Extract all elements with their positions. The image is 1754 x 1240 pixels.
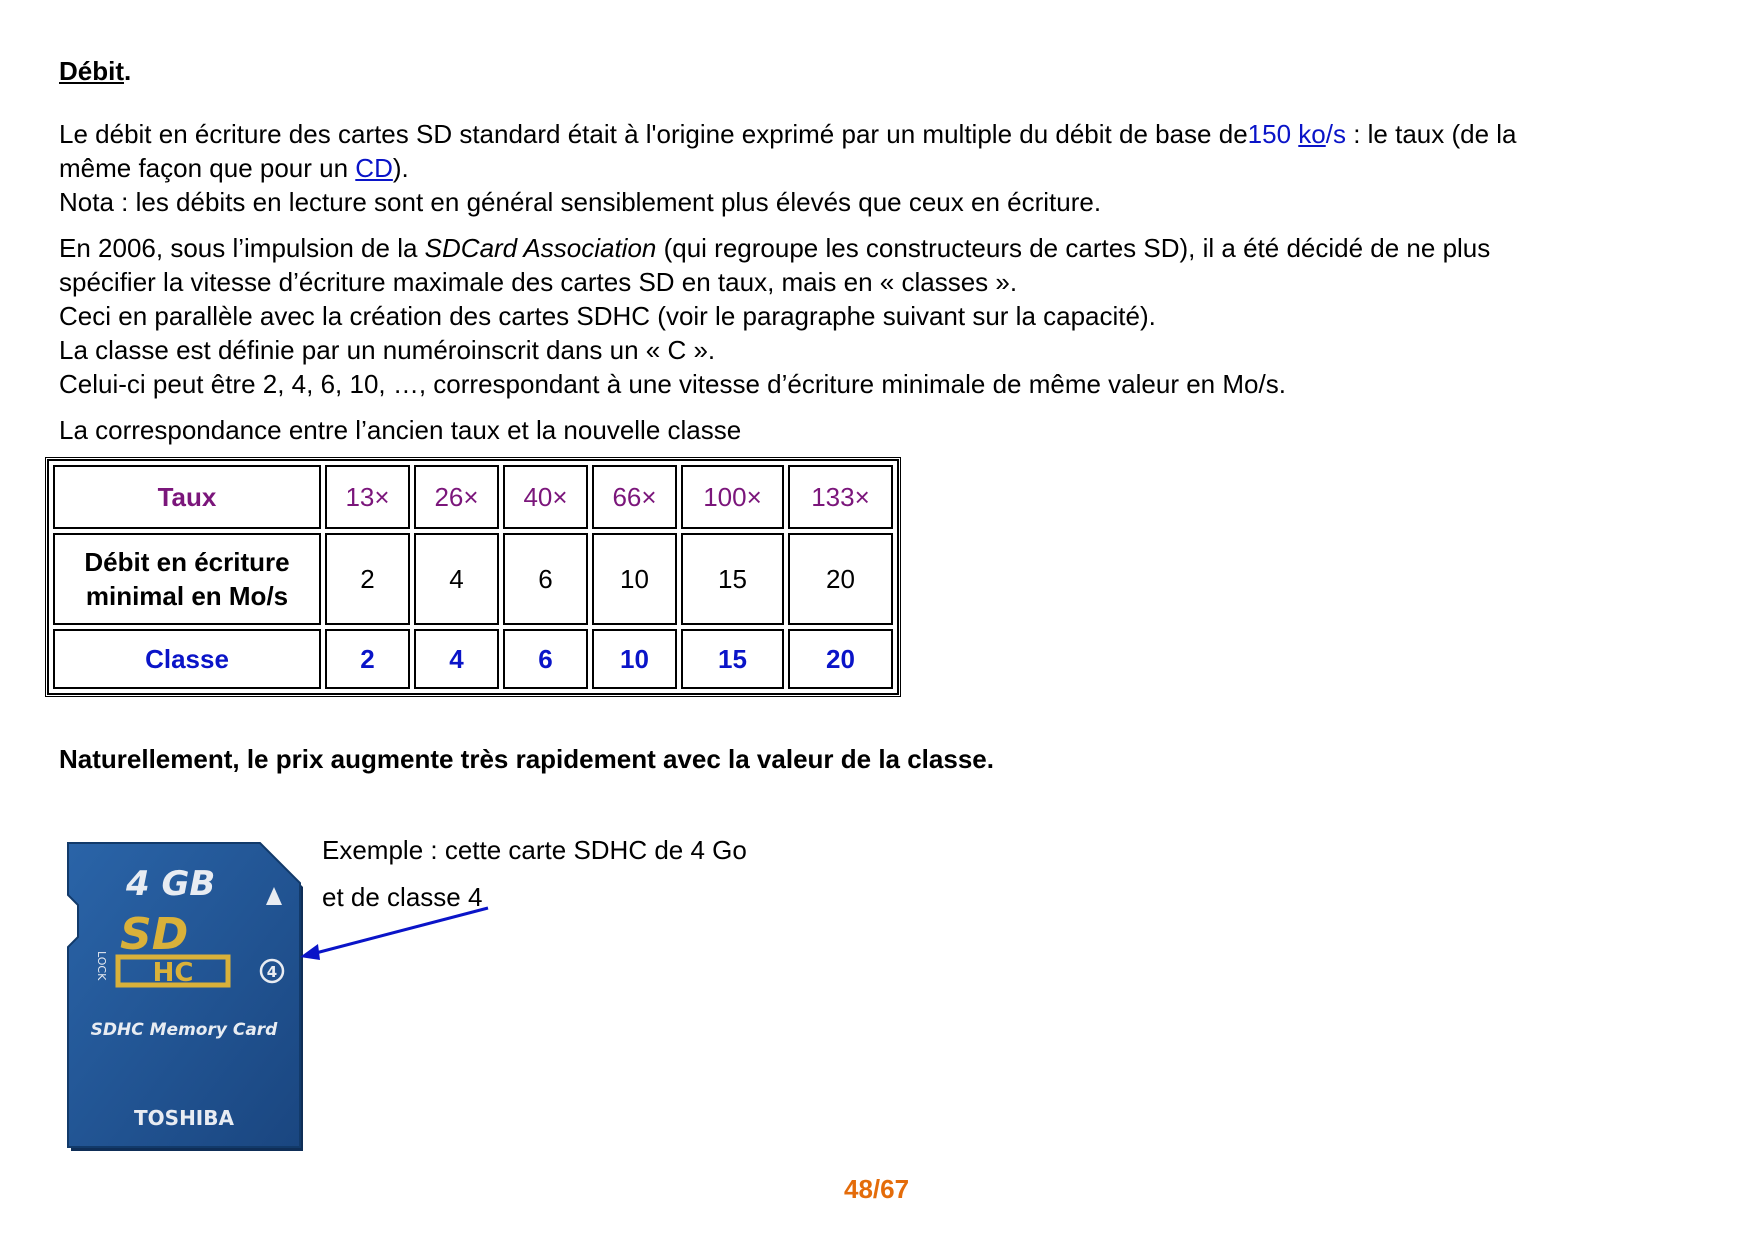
paragraph-classes-line5: Celui-ci peut être 2, 4, 6, 10, …, correspondant à une vitesse d’écriture minimale de même valeur en Mo/s. [59,369,1286,399]
paragraph-classes-line1: En 2006, sous l’impulsion de la SDCard Association (qui regroupe les constructeurs de cartes SD), il a été décidé de ne plus [59,233,1491,263]
example-line1: Exemple : cette carte SDHC de 4 Go [322,835,747,865]
table-cell: 2 [325,629,410,689]
paragraph-classes-line4: La classe est définie par un numéroinscrit dans un « C ». [59,335,716,365]
paragraph-classes-line2: spécifier la vitesse d’écriture maximale des cartes SD en taux, mais en « classes ». [59,267,1018,297]
table-cell: 13× [325,465,410,529]
card-logo-hc: HC [152,958,194,988]
paragraph-rate-line2: même façon que pour un CD). [59,153,409,183]
section-heading: Débit. [59,56,132,86]
cd-link[interactable]: CD [355,153,393,183]
rate-number: 150 [1247,119,1299,149]
row-header-taux: Taux [53,465,321,529]
sdhc-card-image [60,835,305,1155]
card-lock-label: LOCK [95,951,108,981]
price-note: Naturellement, le prix augmente très rapidement avec la valeur de la classe. [59,744,994,774]
pointer-arrow [290,900,500,970]
table-row-taux [53,465,893,529]
table-cell: 4 [414,533,499,625]
table-cell: 66× [592,465,677,529]
card-logo-sd: SD [120,909,189,960]
table-cell: 2 [325,533,410,625]
page-number: 48/67 [844,1174,910,1204]
ko-link[interactable]: ko [1298,119,1326,149]
table-row-classe [53,629,893,689]
nota-line: Nota : les débits en lecture sont en général sensiblement plus élevés que ceux en écriture. [59,187,1102,217]
table-intro: La correspondance entre l’ancien taux et la nouvelle classe [59,415,742,445]
table-cell: 6 [503,629,588,689]
svg-text:4: 4 [266,963,278,981]
table-cell: 40× [503,465,588,529]
table-cell: 20 [788,533,893,625]
row-header-classe: Classe [53,629,321,689]
paragraph-rate: Le débit en écriture des cartes SD standard était à l'origine exprimé par un multiple du débit de base de150 ko/s : le taux (de la [59,119,1517,149]
table-cell: 15 [681,533,784,625]
table-cell: 100× [681,465,784,529]
table-cell: 6 [503,533,588,625]
paragraph-classes-line3: Ceci en parallèle avec la création des cartes SDHC (voir le paragraphe suivant sur la capacité). [59,301,1156,331]
card-type-label: SDHC Memory Card [90,1020,278,1040]
table-cell: 15 [681,629,784,689]
row-header-debit: Débit en écriture minimal en Mo/s [53,533,321,625]
table-cell: 4 [414,629,499,689]
table-cell: 20 [788,629,893,689]
correspondence-table [47,459,899,695]
table-cell: 10 [592,629,677,689]
card-capacity: 4 GB [126,864,216,904]
table-cell: 26× [414,465,499,529]
association-name: SDCard Association [424,233,657,263]
example-line2: et de classe 4 [322,882,483,912]
card-brand: TOSHIBA [134,1106,234,1130]
table-cell: 133× [788,465,893,529]
rate-unit: /s [1325,119,1346,149]
table-cell: 10 [592,533,677,625]
table-row-debit [53,533,893,625]
